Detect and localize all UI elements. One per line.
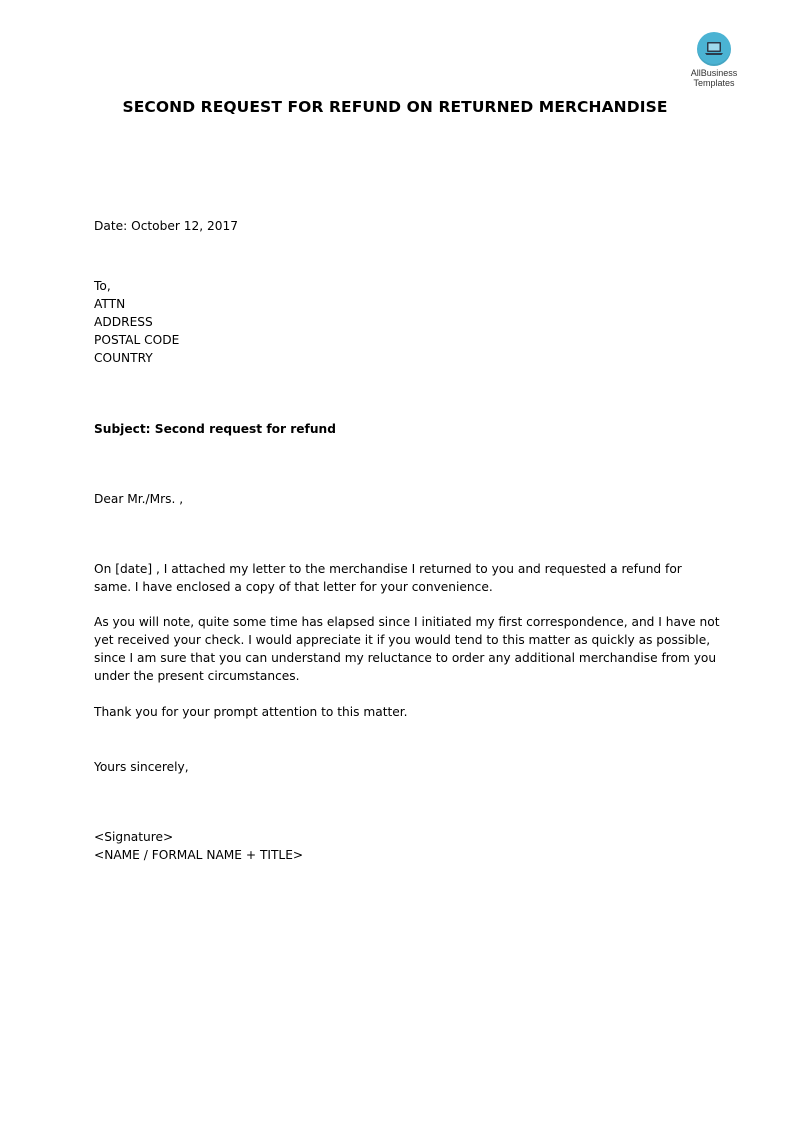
paragraph-2-line: under the present circumstances. (94, 669, 300, 683)
letter-date: Date: October 12, 2017 (94, 219, 239, 233)
letter-subject: Subject: Second request for refund (94, 422, 336, 436)
page-title: SECOND REQUEST FOR REFUND ON RETURNED MERCHANDISE (122, 98, 668, 116)
address-to: To, (94, 279, 111, 293)
paragraph-1 (94, 560, 704, 596)
laptop-icon (697, 32, 731, 66)
logo-text-line2: Templates (693, 78, 735, 88)
logo-text-line1: AllBusiness (690, 68, 738, 78)
address-attn: ATTN (94, 297, 126, 311)
letter-salutation: Dear Mr./Mrs. , (94, 492, 184, 506)
paragraph-1-line: same. I have enclosed a copy of that letter for your convenience. (94, 580, 493, 594)
letter-closing: Yours sincerely, (94, 760, 189, 774)
paragraph-3: Thank you for your prompt attention to this matter. (94, 705, 408, 719)
paragraph-2-line: As you will note, quite some time has elapsed since I initiated my first correspondence, and I have not (94, 615, 720, 629)
paragraph-2-line: yet received your check. I would appreciate it if you would tend to this matter as quickly as possible, (94, 633, 711, 647)
paragraph-2-line: since I am sure that you can understand my reluctance to order any additional merchandise from you (94, 651, 717, 665)
signature-placeholder: <Signature> (94, 830, 174, 844)
address-country: COUNTRY (94, 351, 153, 365)
paragraph-1-line: On [date] , I attached my letter to the merchandise I returned to you and requested a refund for (94, 562, 682, 576)
name-title-placeholder: <NAME / FORMAL NAME + TITLE> (94, 848, 304, 862)
address-line: ADDRESS (94, 315, 153, 329)
address-postal-code: POSTAL CODE (94, 333, 180, 347)
allbusiness-logo (676, 32, 752, 88)
paragraph-2 (94, 613, 720, 685)
